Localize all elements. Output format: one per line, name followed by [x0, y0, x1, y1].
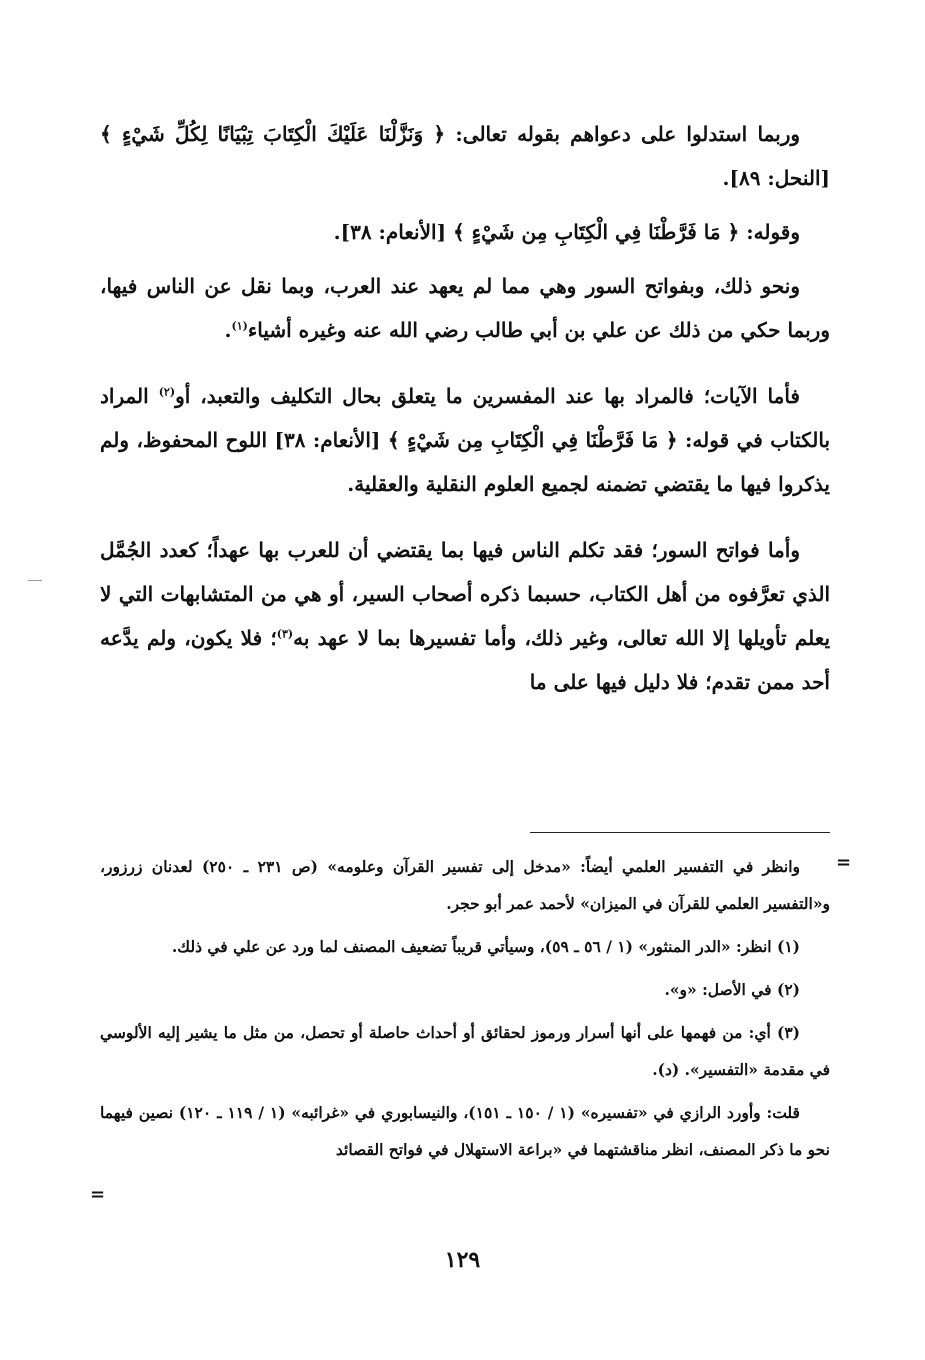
text-span: المراد بالكتاب في قوله:: [100, 384, 831, 452]
footnotes: [100, 848, 830, 1174]
text-span: ؛ فلا يكون، ولم يدَّعه أحد ممن تقدم؛ فلا دليل فيها على ما: [100, 626, 830, 694]
book-page: [100, 100, 830, 1320]
paragraph-5: [100, 528, 830, 704]
footnote-2: (٢) في الأصل: «و».: [664, 980, 800, 999]
quran-verse: ﴿ مَا فَرَّطْنَا فِي الْكِتَابِ مِن شَيْءٍ ﴾: [453, 220, 740, 244]
quran-verse: ﴿ مَا فَرَّطْنَا فِي الْكِتَابِ مِن شَيْءٍ ﴾: [387, 428, 678, 452]
verse-reference: [النحل: ٨٩].: [722, 166, 830, 190]
footnote-continued: وانظر في التفسير العلمي أيضاً: «مدخل إلى تفسير القرآن وعلومه» (ص ٢٣١ ـ ٢٥٠) لعدنان زرزور، و«التفسير العلمي للقرآن في الميزان» لأحمد عمر أبو حجر.: [100, 857, 830, 913]
text-span: وقوله:: [739, 220, 800, 244]
paragraph-2: [100, 210, 830, 254]
text-span: ونحو ذلك، وبفواتح السور وهي مما لم يعهد عند العرب، وبما نقل عن الناس فيها، وربما حكي من ذلك عن علي بن أبي طالب رضي الله عنه وغيره أشياء: [100, 274, 830, 342]
text-span: وأما فواتح السور؛ فقد تكلم الناس فيها بما يقتضي أن للعرب بها عهداً؛ كعدد الجُمَّل الذي تعرَّفوه من أهل الكتاب، حسبما ذكره أصحاب السير، أو هي من المتشابهات التي لا يعلم تأويلها إلا الله تعالى، وغير ذلك، وأما تفسيرها بما لا عهد به: [100, 538, 831, 650]
main-text: [100, 112, 830, 704]
paragraph-4: [100, 374, 830, 506]
footnote-3: (٣) أي: من فهمها على أنها أسرار ورموز لحقائق أو أحداث حاصلة أو تحصل، من مثل ما يشير إليه الألوسي في مقدمة «التفسير». (د).: [100, 1023, 830, 1079]
text-span: .: [224, 318, 232, 342]
footnote-3-addendum: قلت: وأورد الرازي في «تفسيره» (١ / ١٥٠ ـ ١٥١)، والنيسابوري في «غرائبه» (١ / ١١٩ ـ ١٢٠) نصين فيهما نحو ما ذكر المصنف، انظر مناقشتهما في «براعة الاستهلال في فواتح القصائد: [100, 1103, 830, 1159]
paragraph-1: [100, 112, 830, 200]
text-span: فأما الآيات؛ فالمراد بها عند المفسرين ما يتعلق بحال التكليف والتعبد، أو: [175, 384, 800, 408]
footnote-ref-1[interactable]: (١): [231, 319, 248, 333]
continuation-mark-start: =: [836, 852, 852, 873]
page-number: ١٢٩: [444, 1247, 481, 1273]
verse-reference: [الأنعام: ٣٨].: [333, 220, 453, 244]
text-span: [الأنعام: ٣٨] اللوح المحفوظ، ولم يذكروا فيها ما يقتضي تضمنه لجميع العلوم النقلية والعقلية.: [100, 428, 830, 496]
footnote-ref-2[interactable]: (٢): [158, 385, 176, 399]
footnote-1: (١) انظر: «الدر المنثور» (١ / ٥٦ ـ ٥٩)، وسيأتي قريباً تضعيف المصنف لما ورد عن علي في ذلك.: [171, 937, 800, 956]
footnote-separator: [530, 832, 830, 833]
paragraph-3: [100, 264, 830, 352]
margin-mark: [28, 580, 42, 581]
footnote-ref-3[interactable]: (٣): [276, 627, 294, 641]
continuation-mark-end: =: [90, 1184, 106, 1205]
text-span: وربما استدلوا على دعواهم بقوله تعالى:: [445, 122, 801, 146]
quran-verse: ﴿ وَنَزَّلْنَا عَلَيْكَ الْكِتَابَ تِبْيَانًا لِكُلِّ شَيْءٍ ﴾: [100, 122, 446, 146]
